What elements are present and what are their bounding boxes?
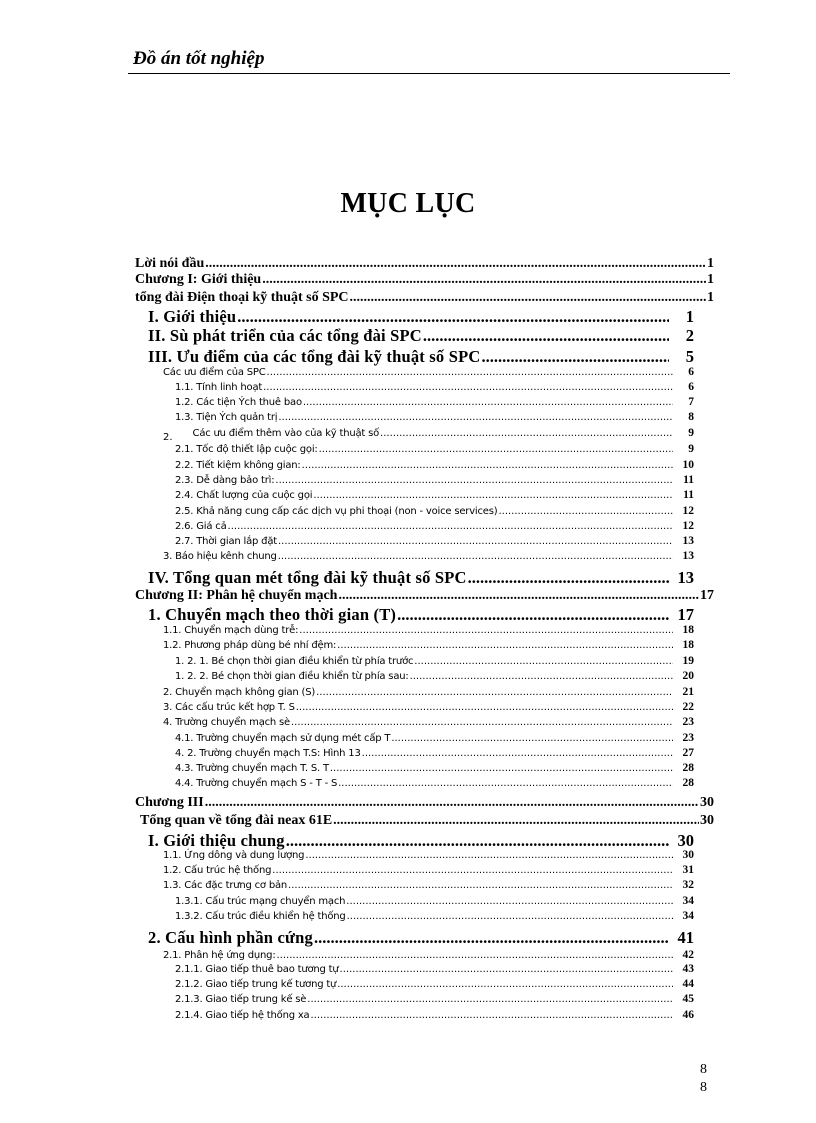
toc-leader-dots <box>468 568 669 588</box>
toc-entry[interactable] <box>148 605 694 625</box>
toc-entry-page: 45 <box>682 993 694 1005</box>
toc-entry[interactable] <box>163 701 694 713</box>
toc-entry-page: 41 <box>677 928 694 947</box>
toc-entry[interactable] <box>163 949 694 961</box>
toc-entry-label: 2.1.2. Giao tiếp trung kế tương tự <box>175 979 337 990</box>
header-title: Đồ án tốt nghiệp <box>133 48 265 69</box>
toc-entry-page: 6 <box>688 381 694 393</box>
toc-entry[interactable] <box>163 716 694 728</box>
toc-leader-dots <box>397 605 669 625</box>
toc-entry-label: 1.2. Cấu trúc hệ thống <box>163 865 272 876</box>
toc-entry[interactable] <box>175 520 694 532</box>
toc-leader-dots <box>302 460 673 471</box>
toc-leader-dots <box>278 551 673 562</box>
toc-leader-dots <box>228 521 673 532</box>
toc-entry[interactable] <box>175 732 694 744</box>
toc-entry-page: 19 <box>682 655 694 667</box>
toc-entry[interactable] <box>135 795 714 811</box>
toc-entry-page: 32 <box>682 879 694 891</box>
toc-entry[interactable] <box>148 326 694 346</box>
toc-entry-label: Chương I: Giới thiệu <box>135 272 262 287</box>
toc-entry-label: 1.1. Ứng dông và dung lượng <box>163 850 305 861</box>
toc-entry-label: 2.1.3. Giao tiếp trung kế sè <box>175 994 307 1005</box>
toc-entry-page: 13 <box>682 550 694 562</box>
toc-entry[interactable] <box>135 290 714 306</box>
toc-entry-label: Lời nói đầu <box>135 256 205 271</box>
toc-entry-label: 1.1. Chuyển mạch dùng trễ: <box>163 625 299 636</box>
toc-entry-label: II. Sù phát triển của các tổng đài SPC <box>148 326 422 345</box>
toc-leader-dots <box>277 950 674 961</box>
toc-entry-label: 2.1.4. Giao tiếp hệ thống xa <box>175 1010 310 1021</box>
toc-entry[interactable] <box>163 849 694 861</box>
toc-entry[interactable] <box>163 879 694 891</box>
toc-leader-dots <box>263 382 673 393</box>
toc-entry-label: I. Giới thiệu chung <box>148 831 285 850</box>
toc-entry-label: 4. 2. Trường chuyển mạch T.S: Hình 13 <box>175 748 361 759</box>
toc-entry[interactable] <box>175 411 694 423</box>
toc-entry-page: 1 <box>707 290 714 305</box>
toc-entry-label: Các ưu điểm của SPC <box>163 367 266 378</box>
toc-leader-dots <box>311 1010 674 1021</box>
toc-leader-dots <box>362 748 673 759</box>
toc-entry-page: 9 <box>688 427 694 439</box>
toc-entry-page: 23 <box>682 716 694 728</box>
toc-leader-dots <box>278 536 673 547</box>
toc-entry-label: 2.6. Giá cả <box>175 521 227 532</box>
toc-entry-page: 21 <box>682 686 694 698</box>
toc-leader-dots <box>410 671 673 682</box>
toc-leader-dots <box>316 687 673 698</box>
toc-entry-page: 28 <box>682 762 694 774</box>
toc-leader-dots <box>391 733 673 744</box>
toc-entry-label: Các ưu điểm thêm vào của kỹ thuật số <box>192 428 380 439</box>
toc-entry-number: 2. <box>163 432 173 443</box>
toc-entry-label: 4.3. Trường chuyển mạch T. S. T <box>175 763 329 774</box>
toc-entry[interactable] <box>175 762 694 774</box>
toc-entry-page: 18 <box>682 639 694 651</box>
toc-entry[interactable] <box>163 624 694 636</box>
toc-leader-dots <box>414 656 673 667</box>
header-divider <box>128 73 730 74</box>
toc-entry-label: 2.7. Thời gian lắp đặt <box>175 536 277 547</box>
toc-entry-label: 3. Các cấu trúc kết hợp T. S <box>163 702 295 713</box>
toc-entry-label: IV. Tổng quan mét tổng đài kỹ thuật số SPC <box>148 568 467 587</box>
toc-leader-dots <box>350 290 706 306</box>
toc-entry-label: Chương II: Phân hệ chuyển mạch <box>135 588 338 603</box>
toc-leader-dots <box>313 490 673 501</box>
toc-entry-label: Chương III <box>135 795 204 810</box>
page-title: MỤC LỤC <box>340 188 476 219</box>
toc-entry[interactable] <box>135 588 714 604</box>
toc-entry-page: 9 <box>688 443 694 455</box>
toc-entry[interactable] <box>175 910 694 922</box>
toc-entry-page: 11 <box>683 474 694 486</box>
toc-entry-page: 34 <box>682 910 694 922</box>
toc-entry[interactable] <box>175 978 694 990</box>
toc-entry[interactable] <box>175 396 694 408</box>
toc-entry-page: 30 <box>700 795 714 810</box>
toc-entry-label: 4.1. Trường chuyển mạch sử dụng mét cấp T <box>175 733 391 744</box>
toc-entry[interactable] <box>175 670 694 682</box>
toc-entry-page: 30 <box>700 813 714 828</box>
toc-entry[interactable] <box>175 777 694 789</box>
toc-leader-dots <box>286 831 669 851</box>
toc-leader-dots <box>333 813 699 829</box>
toc-leader-dots <box>205 795 699 811</box>
toc-entry[interactable] <box>175 963 694 975</box>
toc-leader-dots <box>314 928 669 948</box>
toc-entry[interactable] <box>148 568 694 588</box>
toc-entry-page: 28 <box>682 777 694 789</box>
toc-leader-dots <box>237 307 669 327</box>
toc-leader-dots <box>272 865 673 876</box>
toc-entry[interactable] <box>135 256 714 272</box>
toc-entry[interactable] <box>175 655 694 667</box>
toc-leader-dots <box>305 850 673 861</box>
toc-entry-label: 1.3. Các đặc trưng cơ bản <box>163 880 288 891</box>
toc-entry-page: 34 <box>682 895 694 907</box>
toc-leader-dots <box>303 397 673 408</box>
toc-leader-dots <box>267 367 673 378</box>
toc-entry-page: 22 <box>682 701 694 713</box>
toc-leader-dots <box>275 475 673 486</box>
toc-entry-label: 1.3.1. Cấu trúc mạng chuyển mạch <box>175 896 346 907</box>
toc-entry-page: 1 <box>707 272 714 287</box>
toc-entry-label: 1. 2. 1. Bé chọn thời gian điều khiển từ phía trước <box>175 656 414 667</box>
toc-leader-dots <box>340 964 673 975</box>
toc-entry-label: 3. Báo hiệu kênh chung <box>163 551 277 562</box>
toc-entry-label: 4.4. Trường chuyển mạch S - T - S <box>175 778 338 789</box>
toc-entry[interactable] <box>148 928 694 948</box>
toc-entry-page: 8 <box>688 411 694 423</box>
toc-entry-label: tổng đài Điện thoại kỹ thuật số SPC <box>135 290 349 305</box>
toc-entry-page: 12 <box>682 520 694 532</box>
toc-entry-label: 2.4. Chất lượng của cuộc gọi <box>175 490 313 501</box>
toc-entry-label: 4. Trường chuyển mạch sè <box>163 717 290 728</box>
toc-leader-dots <box>291 717 673 728</box>
toc-entry[interactable] <box>163 686 694 698</box>
toc-entry-label: 2.1.1. Giao tiếp thuê bao tương tự <box>175 964 339 975</box>
toc-entry-page: 44 <box>682 978 694 990</box>
toc-entry-page: 18 <box>682 624 694 636</box>
toc-leader-dots <box>337 640 673 651</box>
toc-entry[interactable] <box>140 813 714 829</box>
toc-entry[interactable] <box>163 864 694 876</box>
toc-entry-page: 30 <box>682 849 694 861</box>
toc-entry-page: 31 <box>682 864 694 876</box>
toc-entry-label: 2.5. Khả năng cung cấp các dịch vụ phi thoại (non - voice services) <box>175 506 498 517</box>
toc-leader-dots <box>481 347 669 367</box>
toc-leader-dots <box>319 444 673 455</box>
toc-entry[interactable] <box>163 427 694 443</box>
toc-leader-dots <box>262 272 706 288</box>
toc-entry-page: 46 <box>682 1009 694 1021</box>
page-number-top: 8 <box>700 1062 707 1077</box>
toc-entry-label: 2.1. Phân hệ ứng dụng: <box>163 950 276 961</box>
toc-leader-dots <box>337 979 673 990</box>
toc-entry[interactable] <box>175 381 694 393</box>
toc-entry-label: 2. Chuyển mạch không gian (S) <box>163 687 316 698</box>
toc-entry[interactable] <box>175 895 694 907</box>
toc-entry-label: 2.3. Dễ dàng bảo trì: <box>175 475 275 486</box>
toc-entry-label: 1.3. Tiện Ých quản trị <box>175 412 278 423</box>
toc-leader-dots <box>498 506 673 517</box>
toc-leader-dots <box>307 994 673 1005</box>
toc-entry[interactable] <box>163 366 694 378</box>
toc-entry[interactable] <box>148 347 694 367</box>
toc-entry[interactable] <box>175 459 694 471</box>
toc-entry[interactable] <box>175 489 694 501</box>
page-number-bottom: 8 <box>700 1080 707 1095</box>
toc-entry-page: 7 <box>688 396 694 408</box>
toc-leader-dots <box>296 702 673 713</box>
toc-entry[interactable] <box>163 639 694 651</box>
toc-entry-page: 30 <box>677 831 694 850</box>
toc-leader-dots <box>205 256 706 272</box>
toc-entry-label: 1. Chuyển mạch theo thời gian (T) <box>148 605 397 624</box>
toc-entry-page: 12 <box>682 505 694 517</box>
toc-entry-label: 1.1. Tính linh hoạt <box>175 382 263 393</box>
toc-entry[interactable] <box>163 550 694 562</box>
toc-entry[interactable] <box>148 831 694 851</box>
toc-entry[interactable] <box>175 993 694 1005</box>
toc-entry-page: 1 <box>685 307 694 326</box>
toc-entry[interactable] <box>135 272 714 288</box>
toc-entry[interactable] <box>175 474 694 486</box>
toc-entry-page: 1 <box>707 256 714 271</box>
toc-leader-dots <box>423 326 669 346</box>
toc-entry-page: 13 <box>677 568 694 587</box>
toc-entry-label: 2. Cấu hình phần cứng <box>148 928 313 947</box>
toc-entry-label: 1.2. Các tiện Ých thuê bao <box>175 397 302 408</box>
toc-entry[interactable] <box>148 307 694 327</box>
toc-leader-dots <box>338 778 673 789</box>
toc-entry-page: 17 <box>700 588 714 603</box>
toc-entry-label: 1. 2. 2. Bé chọn thời gian điều khiển từ phía sau: <box>175 671 409 682</box>
toc-entry-page: 17 <box>677 605 694 624</box>
toc-entry-page: 10 <box>682 459 694 471</box>
toc-entry-page: 6 <box>688 366 694 378</box>
toc-leader-dots <box>299 625 673 636</box>
toc-entry[interactable] <box>175 535 694 547</box>
toc-entry[interactable] <box>175 747 694 759</box>
toc-entry-page: 5 <box>685 347 694 366</box>
toc-leader-dots <box>347 911 673 922</box>
toc-entry-label: III. Ưu điểm của các tổng đài kỹ thuật số SPC <box>148 347 481 366</box>
toc-leader-dots <box>288 880 673 891</box>
toc-entry-label: Tổng quan về tổng đài neax 61E <box>140 813 333 828</box>
toc-entry[interactable] <box>175 443 694 455</box>
toc-entry-label: 2.1. Tốc độ thiết lập cuộc gọi: <box>175 444 318 455</box>
toc-leader-dots <box>338 588 699 604</box>
toc-leader-dots <box>346 896 673 907</box>
toc-entry-label: 1.2. Phương pháp dùng bé nhí đệm: <box>163 640 337 651</box>
toc-entry-page: 27 <box>682 747 694 759</box>
toc-entry-page: 23 <box>682 732 694 744</box>
toc-leader-dots <box>330 763 673 774</box>
toc-entry-page: 43 <box>682 963 694 975</box>
toc-entry-label: I. Giới thiệu <box>148 307 237 326</box>
toc-entry[interactable] <box>175 1009 694 1021</box>
toc-entry-page: 20 <box>682 670 694 682</box>
toc-entry-page: 13 <box>682 535 694 547</box>
toc-entry-page: 11 <box>683 489 694 501</box>
toc-leader-dots <box>278 412 673 423</box>
toc-entry-label: 1.3.2. Cấu trúc điều khiển hệ thống <box>175 911 346 922</box>
toc-entry-page: 2 <box>685 326 694 345</box>
toc-leader-dots <box>380 428 673 439</box>
toc-entry-page: 42 <box>682 949 694 961</box>
toc-entry[interactable] <box>175 505 694 517</box>
toc-entry-label: 2.2. Tiết kiệm không gian: <box>175 460 301 471</box>
